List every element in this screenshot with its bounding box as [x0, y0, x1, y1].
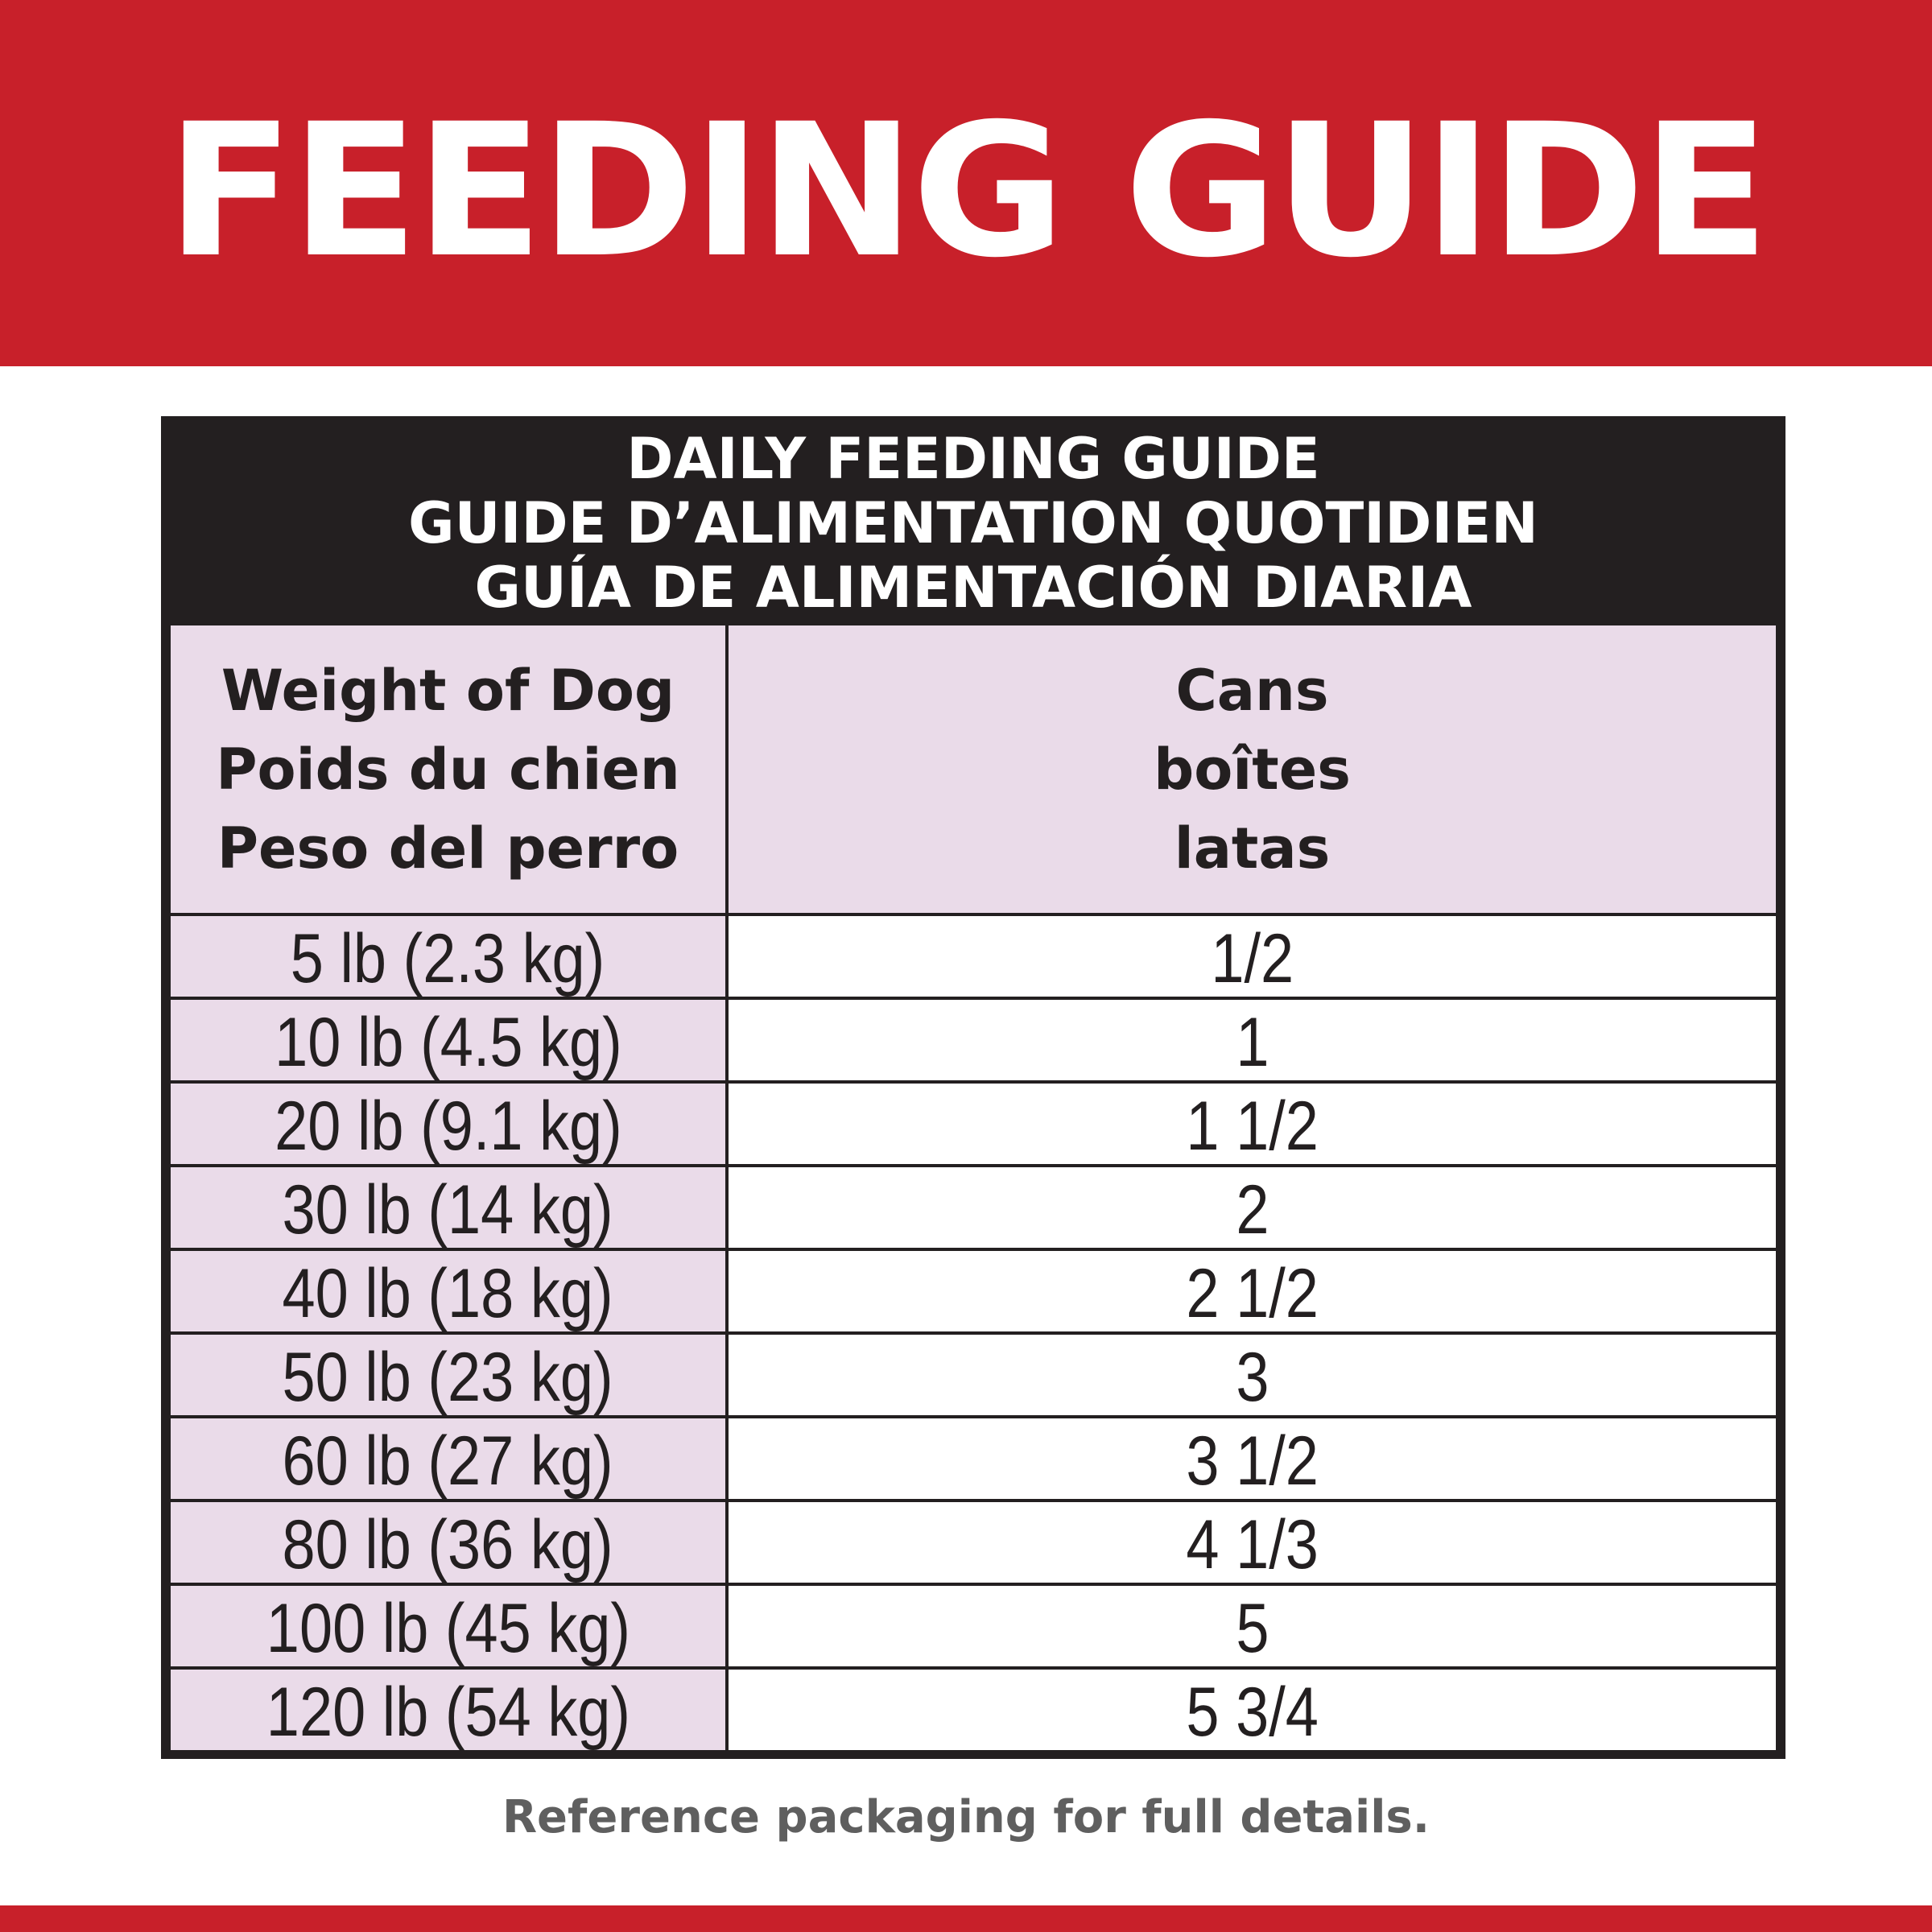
- cans-cell: 4 1/3: [729, 1502, 1776, 1583]
- table-title: [161, 416, 1785, 625]
- cans-cell: 1/2: [729, 916, 1776, 997]
- header-cans-french: boîtes: [1154, 736, 1351, 803]
- header-cans-spanish: latas: [1174, 815, 1331, 881]
- weight-cell: 5 lb (2.3 kg): [171, 916, 725, 997]
- column-header-cans: [729, 625, 1776, 913]
- feeding-table: [161, 416, 1785, 1759]
- cans-cell: 5 3/4: [729, 1670, 1776, 1750]
- header-weight-english: Weight of Dog: [221, 657, 675, 724]
- weight-cell: 80 lb (36 kg): [171, 1502, 725, 1583]
- cans-cell: 1: [729, 1000, 1776, 1080]
- table-title-spanish: GUÍA DE ALIMENTACIÓN DIARIA: [474, 555, 1472, 621]
- header-banner: [0, 0, 1932, 366]
- weight-cell: 10 lb (4.5 kg): [171, 1000, 725, 1080]
- column-header-weight: [171, 625, 725, 913]
- weight-cell: 60 lb (27 kg): [171, 1418, 725, 1499]
- cans-cell: 3 1/2: [729, 1418, 1776, 1499]
- weight-cell: 100 lb (45 kg): [171, 1586, 725, 1666]
- header-cans-english: Cans: [1175, 657, 1329, 724]
- bottom-bar: [0, 1905, 1932, 1932]
- cans-cell: 2: [729, 1167, 1776, 1248]
- header-weight-french: Poids du chien: [216, 736, 680, 803]
- cans-cell: 2 1/2: [729, 1251, 1776, 1331]
- weight-cell: 50 lb (23 kg): [171, 1335, 725, 1415]
- weight-cell: 120 lb (54 kg): [171, 1670, 725, 1750]
- weight-cell: 30 lb (14 kg): [171, 1167, 725, 1248]
- feeding-grid: [171, 625, 1776, 1750]
- header-weight-spanish: Peso del perro: [217, 815, 679, 881]
- weight-cell: 20 lb (9.1 kg): [171, 1084, 725, 1164]
- cans-cell: 5: [729, 1586, 1776, 1666]
- page-title: FEEDING GUIDE: [166, 83, 1766, 298]
- table-title-english: DAILY FEEDING GUIDE: [626, 426, 1320, 492]
- cans-cell: 3: [729, 1335, 1776, 1415]
- footnote: Reference packaging for full details.: [502, 1791, 1430, 1843]
- weight-cell: 40 lb (18 kg): [171, 1251, 725, 1331]
- table-title-french: GUIDE D’ALIMENTATION QUOTIDIEN: [408, 490, 1538, 556]
- cans-cell: 1 1/2: [729, 1084, 1776, 1164]
